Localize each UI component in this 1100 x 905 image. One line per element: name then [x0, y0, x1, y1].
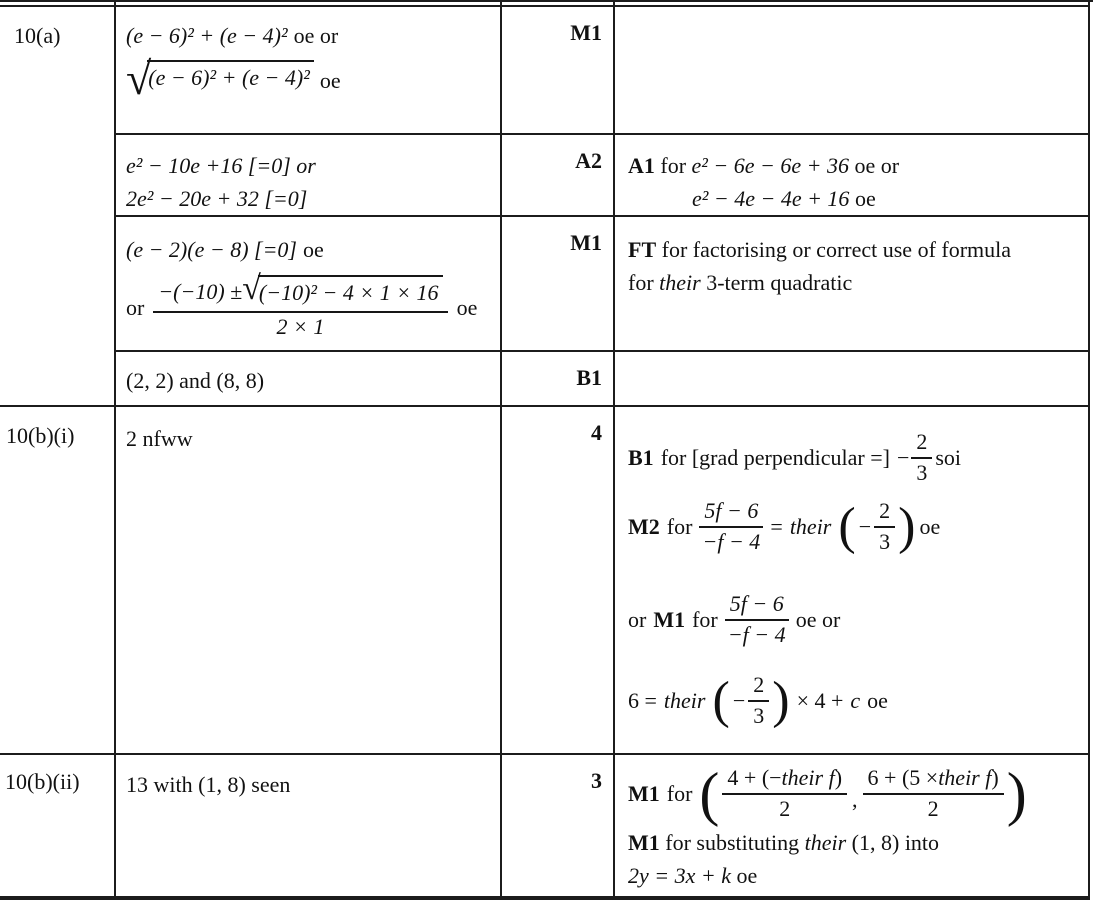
- guidance-cell-empty: [615, 352, 1090, 407]
- marks-cell: [502, 217, 615, 352]
- their-italic: their: [663, 687, 706, 713]
- marks-cell: [502, 755, 615, 896]
- text-fragment: or: [628, 606, 647, 632]
- marks-cell: [502, 407, 615, 755]
- fraction-denominator: −f − 4: [727, 622, 786, 647]
- guidance-line-equation: [628, 859, 1080, 892]
- answer-cell-10a-m1-quadratic: [116, 217, 502, 352]
- answer-line: [126, 270, 500, 340]
- mark-code: M2: [628, 513, 660, 539]
- text-fragment: oe: [456, 294, 478, 320]
- math-expression: −(−10) ±: [158, 279, 243, 304]
- minus-sign: −: [896, 444, 910, 470]
- guidance-cell-empty: [615, 7, 1090, 135]
- answer-cell-10a-b1: [116, 352, 502, 407]
- guidance-cell: [615, 407, 1090, 755]
- comma: ,: [852, 787, 858, 812]
- text-fragment: for: [628, 270, 660, 295]
- parenthesised-fraction: ( − $\frac{2}{3}$ ): [712, 671, 790, 729]
- guidance-cell: [615, 755, 1090, 896]
- fraction-numerator: [153, 270, 447, 313]
- fraction-numerator: [722, 765, 847, 795]
- guidance-line: [628, 266, 1080, 299]
- text-fragment: oe: [919, 513, 941, 539]
- math-expression: e² − 6e − 6e + 36: [691, 153, 849, 178]
- marks-cell: [502, 352, 615, 407]
- mark-value: A2: [575, 148, 602, 173]
- text-fragment: for substituting: [659, 830, 805, 855]
- text-fragment: for: [654, 153, 692, 178]
- answer-cell-10a-a2: [116, 135, 502, 217]
- guidance-line: [692, 182, 1080, 215]
- their-italic: their f: [781, 765, 835, 790]
- previous-row-border: [0, 0, 1093, 2]
- question-cell-10a: [0, 7, 116, 407]
- their-italic: their f: [938, 765, 992, 790]
- guidance-line-m2: [628, 498, 1080, 555]
- equals-sign: =: [770, 513, 783, 539]
- text-fragment: or: [126, 294, 145, 320]
- text-fragment: oe or: [848, 153, 900, 178]
- their-italic: their: [659, 270, 701, 295]
- text-fragment: 6 =: [628, 687, 657, 713]
- guidance-line-intercept: [628, 672, 1080, 729]
- text-fragment: for factorising or correct use of formula: [656, 237, 1012, 262]
- answer-cell-10bi: [116, 407, 502, 755]
- mark-total: 3: [591, 768, 602, 793]
- negative-fraction: [897, 429, 932, 486]
- text-fragment: oe: [319, 68, 341, 93]
- mark-code: A1: [628, 153, 655, 178]
- mark-code: M1: [628, 830, 660, 855]
- math-expression: e² − 4e − 4e + 16: [692, 186, 850, 211]
- guidance-cell: [615, 135, 1090, 217]
- math-expression: (e − 2)(e − 8) [=0]: [126, 237, 297, 262]
- fraction-numerator: [863, 765, 1004, 795]
- their-italic: their: [804, 830, 847, 855]
- fraction: [911, 429, 932, 486]
- radical: [242, 270, 442, 309]
- math-expression: 2y = 3x + k: [628, 863, 731, 888]
- fraction: [699, 498, 763, 555]
- answer-line: [126, 19, 500, 52]
- fraction: [153, 270, 447, 340]
- text-fragment: 4 + (−: [727, 765, 782, 790]
- marks-cell: [502, 7, 615, 135]
- radical: [126, 53, 314, 106]
- text-fragment: (1, 8) into: [846, 830, 940, 855]
- marks-cell: [502, 135, 615, 217]
- text-fragment: for [grad perpendicular =]: [660, 444, 890, 470]
- text-fragment: ): [834, 765, 843, 790]
- text-fragment: 3-term quadratic: [700, 270, 853, 295]
- guidance-line: [628, 149, 1080, 182]
- mark-scheme-table: [0, 5, 1090, 900]
- math-expression: 2e² − 20e + 32 [=0]: [126, 186, 308, 211]
- fraction-denominator: 3: [916, 460, 928, 485]
- minus-sign: −: [858, 513, 872, 539]
- fraction: [725, 591, 789, 648]
- question-cell-10bi: [0, 407, 116, 755]
- guidance-line-or-m1: [628, 591, 1080, 648]
- their-italic: their: [789, 513, 832, 539]
- text-fragment: oe: [731, 863, 758, 888]
- guidance-line: [628, 233, 1080, 266]
- guidance-line-b1: [628, 429, 1080, 486]
- fraction-numerator: 5f − 6: [699, 498, 763, 528]
- guidance-line-substitute: [628, 826, 1080, 859]
- answer-line: (2, 2) and (8, 8): [126, 368, 265, 393]
- fraction-numerator: 2: [748, 672, 769, 702]
- text-fragment: × 4 +: [796, 687, 844, 713]
- question-number: 10(a): [14, 23, 61, 48]
- fraction-denominator: 2: [927, 796, 939, 821]
- mark-value: M1: [570, 230, 602, 255]
- question-cell-10bii: [0, 755, 116, 896]
- math-variable: c: [850, 687, 861, 713]
- fraction-denominator: 2 × 1: [276, 314, 325, 339]
- parenthesised-fraction: ( − $\frac{2}{3}$ ): [838, 497, 916, 555]
- text-fragment: for: [692, 606, 718, 632]
- answer-cell-10a-m1: [116, 7, 502, 135]
- math-expression: (e − 6)² + (e − 4)²: [126, 23, 288, 48]
- text-fragment: for: [666, 780, 693, 806]
- mark-value: B1: [576, 365, 602, 390]
- mark-code: FT: [628, 237, 657, 262]
- text-fragment: oe or: [293, 23, 339, 48]
- answer-cell-10bii: [116, 755, 502, 896]
- mark-total: 4: [591, 420, 602, 445]
- guidance-line-midpoint: [628, 760, 1080, 827]
- text-fragment: soi: [935, 444, 962, 470]
- question-number: 10(b)(i): [6, 423, 75, 448]
- radical-sign: √: [242, 270, 261, 307]
- text-fragment: oe: [849, 186, 876, 211]
- fraction-denominator: 3: [879, 529, 891, 554]
- fraction-numerator: 5f − 6: [725, 591, 789, 621]
- fraction: [874, 498, 895, 555]
- text-fragment: 6 + (5 ×: [867, 765, 939, 790]
- text-fragment: oe: [867, 687, 888, 713]
- fraction-denominator: 3: [753, 703, 765, 728]
- answer-line: 13 with (1, 8) seen: [126, 772, 291, 797]
- mark-code: B1: [628, 444, 654, 470]
- fraction: [748, 672, 769, 729]
- answer-line: 2 nfww: [126, 426, 193, 451]
- text-fragment: for: [666, 513, 693, 539]
- fraction-denominator: 2: [779, 796, 791, 821]
- answer-line: [126, 233, 500, 266]
- radicand: (−10)² − 4 × 1 × 16: [258, 275, 443, 306]
- fraction-denominator: −f − 4: [702, 529, 761, 554]
- guidance-cell: [615, 217, 1090, 352]
- fraction-numerator: 2: [874, 498, 895, 528]
- fraction: [722, 765, 847, 822]
- minus-sign: −: [732, 687, 746, 713]
- coordinate-pair: ( 4 + (− their f ) 2 , 6 + (5 × their f ) 2 ): [699, 760, 1027, 827]
- radicand: (e − 6)² + (e − 4)²: [147, 60, 314, 91]
- mark-value: M1: [570, 20, 602, 45]
- radical-sign: √: [126, 53, 152, 104]
- mark-code: M1: [653, 606, 686, 632]
- mark-code: M1: [628, 780, 660, 806]
- math-expression: e² − 10e +16 [=0] or: [126, 153, 316, 178]
- text-fragment: ): [991, 765, 999, 790]
- question-number: 10(b)(ii): [5, 769, 80, 794]
- fraction: [863, 765, 1004, 822]
- fraction-numerator: 2: [911, 429, 932, 459]
- answer-line: [126, 53, 500, 106]
- text-fragment: oe: [303, 237, 324, 262]
- text-fragment: oe or: [795, 606, 841, 632]
